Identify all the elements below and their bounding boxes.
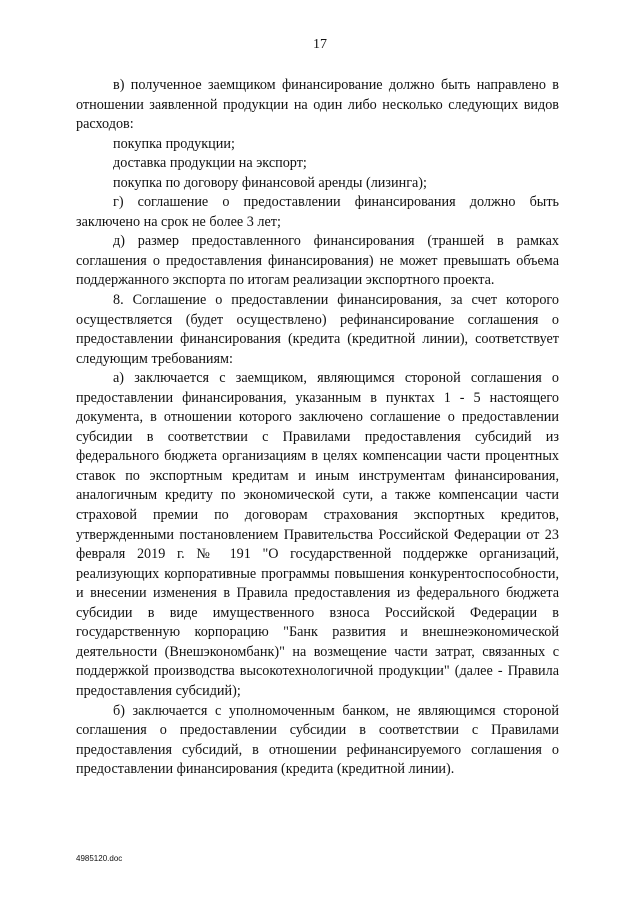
document-body: [76, 76, 559, 780]
paragraph-v: в) полученное заемщиком финансирование должно быть направлено в отношении заявленной продукции на один либо несколько следующих видов расходов:: [76, 77, 559, 133]
paragraph-g: г) соглашение о предоставлении финансирования должно быть заключено на срок не более 3 лет;: [76, 194, 559, 230]
list-item-delivery: доставка продукции на экспорт;: [113, 155, 307, 172]
paragraph-a: а) заключается с заемщиком, являющимся стороной соглашения о предоставлении финансирования, указанным в пунктах 1 - 5 настоящего документа, в отношении которого заключено соглашение о предоставлении субсидии в соответствии с Правилами предоставления субсидий из федерального бюджета организациям в целях компенсации части процентных ставок по экспортным кредитам и иным инструментам финансирования, аналогичным кредиту по экономической сути, а также компенсации части страховой премии по договорам страхования экспортных кредитов, утвержденными постановлением Правительства Российской Федерации от 23 февраля 2019 г. № 191 "О государственной поддержке организаций, реализующих корпоративные программы повышения конкурентоспособности, и внесении изменения в Правила предоставления из федерального бюджета субсидии в виде имущественного взноса Российской Федерации в государственную корпорацию "Банк развития и внешнеэкономической деятельности (Внешэкономбанк)" на возмещение части затрат, связанных с поддержкой производства высокотехнологичной продукции" (далее - Правила предоставления субсидий);: [76, 370, 559, 699]
footer-filename: 4985120.doc: [76, 854, 123, 863]
list-item-leasing: покупка по договору финансовой аренды (лизинга);: [113, 174, 427, 191]
list-item-purchase: покупка продукции;: [113, 135, 235, 152]
paragraph-8: 8. Соглашение о предоставлении финансирования, за счет которого осуществляется (будет осуществлено) рефинансирование соглашения о предоставлении финансирования (кредита (кредитной линии), соответствует следующим требованиям:: [76, 292, 559, 367]
paragraph-b: б) заключается с уполномоченным банком, не являющимся стороной соглашения о предоставлении субсидии в соответствии с Правилами предоставления субсидий, в отношении рефинансируемого соглашения о предоставлении финансирования (кредита (кредитной линии).: [76, 702, 559, 778]
page-number: 17: [313, 37, 327, 52]
paragraph-d: д) размер предоставленного финансирования (траншей в рамках соглашения о предоставления финансирования) не может превышать объема поддержанного экспорта по итогам реализации экспортного проекта.: [76, 233, 559, 289]
